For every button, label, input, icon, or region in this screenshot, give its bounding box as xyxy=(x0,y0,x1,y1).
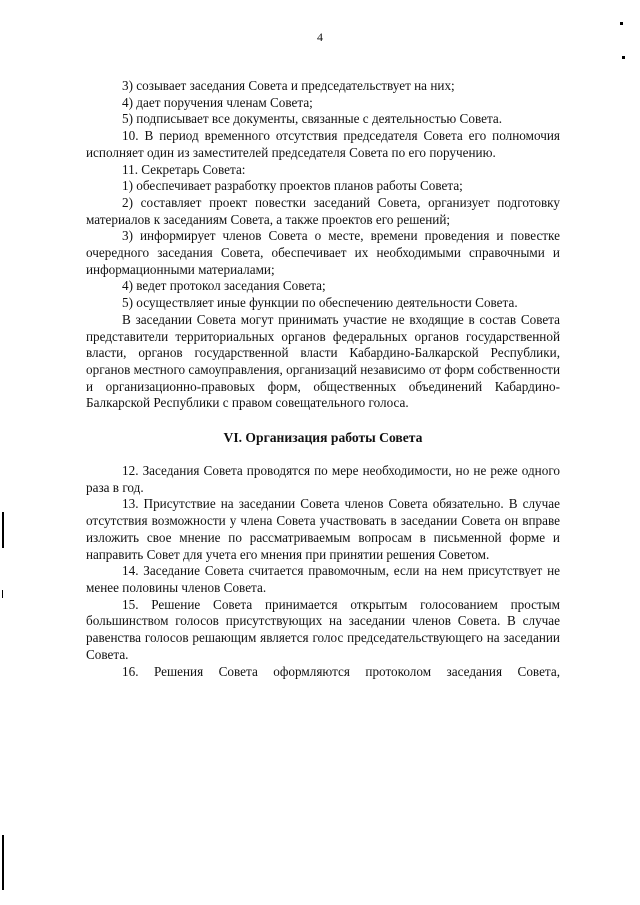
paragraph: 3) информирует членов Совета о месте, времени проведения и повестке очередного заседания Совета, обеспечивает их необходимыми справочными и информационными материалами; xyxy=(86,228,560,277)
paragraph: 4) ведет протокол заседания Совета; xyxy=(122,278,326,294)
document-body xyxy=(86,78,560,680)
paragraph: 14. Заседание Совета считается правомочным, если на нем присутствует не менее половины членов Совета. xyxy=(86,563,560,595)
paragraph: 11. Секретарь Совета: xyxy=(122,161,246,177)
paragraph: 1) обеспечивает разработку проектов планов работы Совета; xyxy=(122,178,463,194)
paragraph: 4) дает поручения членам Совета; xyxy=(122,94,313,110)
scan-artifact xyxy=(2,590,3,598)
scan-artifact xyxy=(2,512,4,548)
scan-artifact xyxy=(622,56,625,59)
page-number: 4 xyxy=(317,30,323,44)
paragraph: 13. Присутствие на заседании Совета членов Совета обязательно. В случае отсутствия возможности у члена Совета участвовать в заседании Совета он вправе изложить свое мнение по рассматриваемым вопросам в письменной форме и направить Совет для учета его мнения при принятии решения Советом. xyxy=(86,496,560,562)
paragraph: 5) подписывает все документы, связанные с деятельностью Совета. xyxy=(122,111,503,127)
paragraph: 2) составляет проект повестки заседаний Совета, организует подготовку материалов к заседаниям Совета, а также проектов его решений; xyxy=(86,194,560,227)
scan-artifact xyxy=(620,22,623,25)
paragraph: 16. Решения Совета оформляются протоколом заседания Совета, xyxy=(122,663,560,679)
paragraph: 12. Заседания Совета проводятся по мере необходимости, но не реже одного раза в год. xyxy=(86,463,560,495)
paragraph: 15. Решение Совета принимается открытым голосованием простым большинством голосов присутствующих на заседании членов Совета. В случае равенства голосов решающим является голос председательствующего на заседании Совета. xyxy=(86,596,560,662)
paragraph: В заседании Совета могут принимать участие не входящие в состав Совета представители территориальных органов федеральных органов государственной власти, органов государственной власти Кабардино-Балкарской Республики, органов местного самоуправления, организаций независимо от форм собственности и организационно-правовых форм, общественных объединений Кабардино-Балкарской Республики с правом совещательного голоса. xyxy=(86,311,560,411)
paragraph: 3) созывает заседания Совета и председательствует на них; xyxy=(122,78,455,93)
paragraph: 5) осуществляет иные функции по обеспечению деятельности Совета. xyxy=(122,295,518,311)
section-heading: VI. Организация работы Совета xyxy=(223,430,423,446)
paragraph: 10. В период временного отсутствия председателя Совета его полномочия исполняет один из заместителей председателя Совета по его поручению. xyxy=(86,128,560,160)
scan-artifact xyxy=(2,835,4,890)
